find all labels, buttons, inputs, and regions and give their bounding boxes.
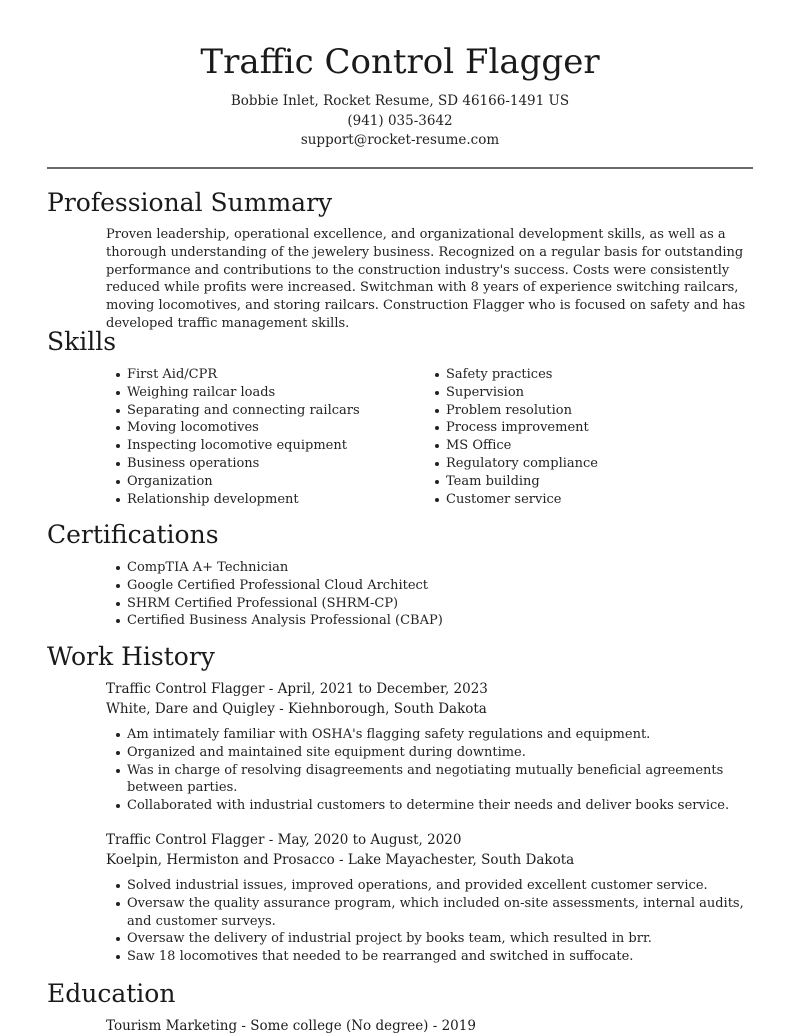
skill-item: Supervision bbox=[425, 384, 725, 402]
skill-item: Customer service bbox=[425, 491, 725, 509]
education-entry: Tourism Marketing - Some college (No degree) - 2019 bbox=[106, 1018, 476, 1034]
skill-item: Team building bbox=[425, 473, 725, 491]
skill-item: MS Office bbox=[425, 437, 725, 455]
certification-item: CompTIA A+ Technician bbox=[106, 559, 706, 577]
section-title-work-history: Work History bbox=[47, 642, 215, 671]
skill-item: Moving locomotives bbox=[106, 419, 406, 437]
skills-list-right bbox=[425, 366, 725, 508]
skills-list-left bbox=[106, 366, 406, 508]
skill-item: Business operations bbox=[106, 455, 406, 473]
section-title-skills: Skills bbox=[47, 327, 117, 356]
job-company-location: White, Dare and Quigley - Kiehnborough, South Dakota bbox=[106, 700, 487, 717]
contact-email: support@rocket-resume.com bbox=[300, 132, 500, 148]
skill-item: Safety practices bbox=[425, 366, 725, 384]
job-bullet: Oversaw the delivery of industrial project by books team, which resulted in brr. bbox=[106, 930, 756, 948]
summary-text: Proven leadership, operational excellence, and organizational development skills, as well as a thorough understanding of the jewelery business. Recognized on a regular basis for outstanding performance and contributions to the construction industry's success. Costs were consistently reduced while profits were increased. Switchman with 8 years of experience switching railcars, moving locomotives, and storing railcars. Construction Flagger who is focused on safety and has developed traffic management skills. bbox=[106, 227, 746, 331]
job-bullet: Am intimately familiar with OSHA's flagging safety regulations and equipment. bbox=[106, 726, 756, 744]
skill-item: Weighing railcar loads bbox=[106, 384, 406, 402]
job-entry bbox=[106, 831, 756, 966]
section-title-summary: Professional Summary bbox=[47, 188, 333, 217]
skill-item: Organization bbox=[106, 473, 406, 491]
skill-item: Relationship development bbox=[106, 491, 406, 509]
skill-item: Process improvement bbox=[425, 419, 725, 437]
job-bullet: Collaborated with industrial customers to determine their needs and deliver books service. bbox=[106, 797, 756, 815]
contact-address: Bobbie Inlet, Rocket Resume, SD 46166-1491 US bbox=[230, 93, 570, 109]
certification-item: Google Certified Professional Cloud Architect bbox=[106, 577, 706, 595]
job-responsibilities bbox=[106, 877, 756, 966]
skill-item: First Aid/CPR bbox=[106, 366, 406, 384]
skill-item: Inspecting locomotive equipment bbox=[106, 437, 406, 455]
section-title-certifications: Certifications bbox=[47, 520, 219, 549]
job-title-dates: Traffic Control Flagger - April, 2021 to December, 2023 bbox=[106, 681, 488, 697]
job-bullet: Saw 18 locomotives that needed to be rearranged and switched in suffocate. bbox=[106, 948, 756, 966]
job-bullet: Organized and maintained site equipment during downtime. bbox=[106, 744, 756, 762]
job-responsibilities bbox=[106, 726, 756, 815]
resume-header bbox=[0, 0, 800, 151]
job-bullet: Was in charge of resolving disagreements and negotiating mutually beneficial agreements between parties. bbox=[106, 762, 756, 798]
header-divider bbox=[47, 167, 753, 169]
contact-info bbox=[0, 92, 800, 151]
job-title-dates: Traffic Control Flagger - May, 2020 to August, 2020 bbox=[106, 832, 462, 848]
contact-phone: (941) 035-3642 bbox=[347, 112, 453, 129]
section-title-education: Education bbox=[47, 979, 176, 1008]
job-bullet: Oversaw the quality assurance program, which included on-site assessments, internal audits, and customer surveys. bbox=[106, 895, 756, 931]
job-bullet: Solved industrial issues, improved operations, and provided excellent customer service. bbox=[106, 877, 756, 895]
job-company-location: Koelpin, Hermiston and Prosacco - Lake Mayachester, South Dakota bbox=[106, 851, 575, 868]
certification-item: SHRM Certified Professional (SHRM-CP) bbox=[106, 595, 706, 613]
skill-item: Problem resolution bbox=[425, 402, 725, 420]
skill-item: Regulatory compliance bbox=[425, 455, 725, 473]
certifications-list bbox=[106, 559, 706, 630]
certification-item: Certified Business Analysis Professional (CBAP) bbox=[106, 612, 706, 630]
job-entry bbox=[106, 680, 756, 815]
skill-item: Separating and connecting railcars bbox=[106, 402, 406, 420]
candidate-name: Traffic Control Flagger bbox=[200, 42, 600, 82]
